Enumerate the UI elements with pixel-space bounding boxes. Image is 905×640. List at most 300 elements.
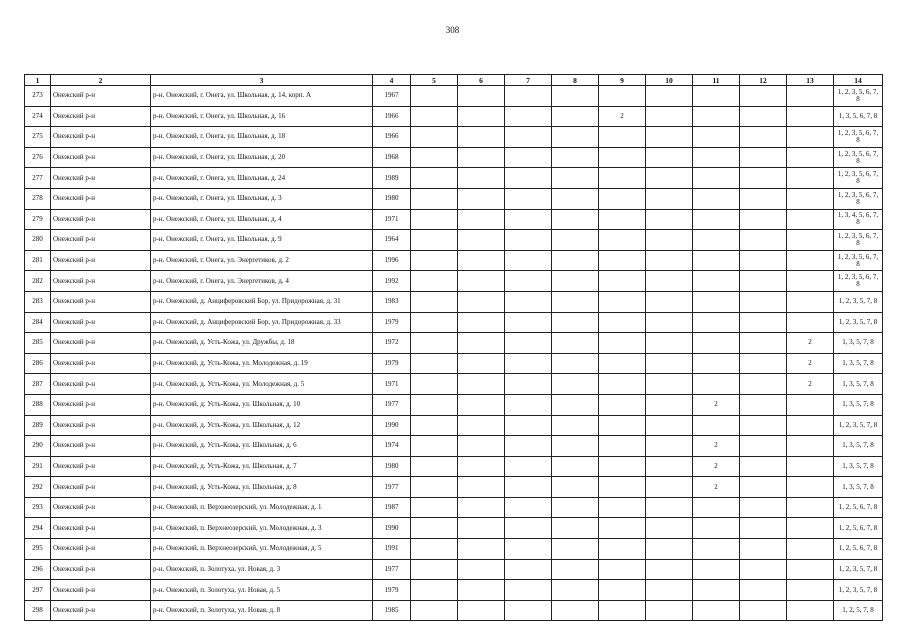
column-6-cell — [458, 518, 505, 539]
column-6-cell — [458, 353, 505, 374]
column-header: 5 — [411, 75, 458, 86]
column-11-cell — [693, 580, 740, 601]
column-13-cell — [787, 539, 834, 560]
year-cell: 1977 — [373, 394, 411, 415]
year-cell: 1979 — [373, 580, 411, 601]
column-5-cell — [411, 168, 458, 189]
table-row — [25, 250, 883, 271]
year-cell: 1983 — [373, 291, 411, 312]
column-13-cell — [787, 168, 834, 189]
address-cell: р-н. Онежский, п. Золотуха, ул. Новая, д. 8 — [151, 600, 373, 621]
address-cell: р-н. Онежский, д. Усть-Кожа, ул. Школьная, д. 10 — [151, 394, 373, 415]
address-cell: р-н. Онежский, п. Верхнеозерский, ул. Молодежная, д. 3 — [151, 518, 373, 539]
column-9-cell — [599, 250, 646, 271]
column-10-cell — [646, 600, 693, 621]
column-9-cell — [599, 188, 646, 209]
address-cell: р-н. Онежский, д. Анциферовский Бор, ул. Придорожная, д. 33 — [151, 312, 373, 333]
column-6-cell — [458, 168, 505, 189]
table-row — [25, 230, 883, 251]
year-cell: 1990 — [373, 518, 411, 539]
table-row — [25, 168, 883, 189]
address-cell: р-н. Онежский, д. Усть-Кожа, ул. Молодежная, д. 5 — [151, 374, 373, 395]
address-cell: р-н. Онежский, п. Верхнеозерский, ул. Молодежная, д. 1 — [151, 497, 373, 518]
column-10-cell — [646, 394, 693, 415]
column-10-cell — [646, 312, 693, 333]
column-8-cell — [552, 106, 599, 127]
address-cell: р-н. Онежский, г. Онега, ул. Школьная, д. 4 — [151, 209, 373, 230]
column-5-cell — [411, 497, 458, 518]
column-12-cell — [740, 497, 787, 518]
column-7-cell — [505, 518, 552, 539]
column-10-cell — [646, 291, 693, 312]
column-6-cell — [458, 415, 505, 436]
column-8-cell — [552, 436, 599, 457]
column-11-cell — [693, 539, 740, 560]
column-12-cell — [740, 127, 787, 148]
column-10-cell — [646, 559, 693, 580]
address-cell: р-н. Онежский, д. Усть-Кожа, ул. Молодежная, д. 19 — [151, 353, 373, 374]
page-number: 308 — [445, 25, 460, 35]
column-14-cell: 1, 3, 5, 7, 8 — [834, 477, 883, 498]
table-row — [25, 291, 883, 312]
row-number-cell: 296 — [25, 559, 51, 580]
row-number-cell: 287 — [25, 374, 51, 395]
column-9-cell — [599, 333, 646, 354]
column-14-cell: 1, 3, 5, 7, 8 — [834, 353, 883, 374]
column-7-cell — [505, 312, 552, 333]
table-row — [25, 188, 883, 209]
year-cell: 1972 — [373, 333, 411, 354]
column-12-cell — [740, 518, 787, 539]
column-13-cell — [787, 127, 834, 148]
column-5-cell — [411, 271, 458, 292]
address-cell: р-н. Онежский, г. Онега, ул. Школьная, д. 9 — [151, 230, 373, 251]
column-11-cell — [693, 188, 740, 209]
column-8-cell — [552, 230, 599, 251]
column-9-cell — [599, 127, 646, 148]
district-cell: Онежский р-н — [51, 168, 151, 189]
column-13-cell — [787, 456, 834, 477]
column-7-cell — [505, 86, 552, 107]
column-13-cell — [787, 394, 834, 415]
district-cell: Онежский р-н — [51, 312, 151, 333]
column-10-cell — [646, 147, 693, 168]
column-10-cell — [646, 374, 693, 395]
district-cell: Онежский р-н — [51, 250, 151, 271]
column-10-cell — [646, 86, 693, 107]
row-number-cell: 275 — [25, 127, 51, 148]
column-12-cell — [740, 415, 787, 436]
column-12-cell — [740, 147, 787, 168]
column-7-cell — [505, 436, 552, 457]
column-5-cell — [411, 436, 458, 457]
column-6-cell — [458, 497, 505, 518]
year-cell: 1964 — [373, 230, 411, 251]
column-14-cell: 1, 2, 5, 7, 8 — [834, 600, 883, 621]
column-8-cell — [552, 271, 599, 292]
column-10-cell — [646, 477, 693, 498]
column-5-cell — [411, 415, 458, 436]
column-11-cell — [693, 497, 740, 518]
column-9-cell — [599, 168, 646, 189]
column-7-cell — [505, 477, 552, 498]
column-5-cell — [411, 106, 458, 127]
column-11-cell — [693, 127, 740, 148]
column-6-cell — [458, 477, 505, 498]
column-11-cell: 2 — [693, 456, 740, 477]
column-8-cell — [552, 168, 599, 189]
address-cell: р-н. Онежский, д. Усть-Кожа, ул. Дружбы, д. 18 — [151, 333, 373, 354]
column-8-cell — [552, 127, 599, 148]
column-header: 3 — [151, 75, 373, 86]
column-7-cell — [505, 415, 552, 436]
column-12-cell — [740, 250, 787, 271]
address-cell: р-н. Онежский, г. Онега, ул. Энергетиков, д. 4 — [151, 271, 373, 292]
table-row — [25, 312, 883, 333]
column-6-cell — [458, 539, 505, 560]
column-10-cell — [646, 106, 693, 127]
column-12-cell — [740, 86, 787, 107]
district-cell: Онежский р-н — [51, 559, 151, 580]
row-number-cell: 288 — [25, 394, 51, 415]
column-7-cell — [505, 394, 552, 415]
row-number-cell: 276 — [25, 147, 51, 168]
district-cell: Онежский р-н — [51, 188, 151, 209]
column-5-cell — [411, 312, 458, 333]
column-7-cell — [505, 230, 552, 251]
column-9-cell — [599, 271, 646, 292]
column-13-cell — [787, 477, 834, 498]
column-8-cell — [552, 539, 599, 560]
column-11-cell — [693, 230, 740, 251]
district-cell: Онежский р-н — [51, 477, 151, 498]
year-cell: 1977 — [373, 477, 411, 498]
column-13-cell — [787, 209, 834, 230]
column-8-cell — [552, 353, 599, 374]
column-14-cell: 1, 3, 5, 6, 7, 8 — [834, 106, 883, 127]
district-cell: Онежский р-н — [51, 333, 151, 354]
column-7-cell — [505, 168, 552, 189]
column-14-cell: 1, 3, 5, 7, 8 — [834, 436, 883, 457]
row-number-cell: 281 — [25, 250, 51, 271]
column-9-cell — [599, 518, 646, 539]
district-cell: Онежский р-н — [51, 86, 151, 107]
column-9-cell — [599, 539, 646, 560]
column-7-cell — [505, 539, 552, 560]
address-cell: р-н. Онежский, п. Золотуха, ул. Новая, д. 3 — [151, 559, 373, 580]
district-cell: Онежский р-н — [51, 374, 151, 395]
column-11-cell: 2 — [693, 436, 740, 457]
column-5-cell — [411, 209, 458, 230]
column-13-cell — [787, 147, 834, 168]
table-row — [25, 353, 883, 374]
column-8-cell — [552, 580, 599, 601]
row-number-cell: 298 — [25, 600, 51, 621]
column-5-cell — [411, 539, 458, 560]
column-5-cell — [411, 86, 458, 107]
column-6-cell — [458, 86, 505, 107]
column-13-cell — [787, 580, 834, 601]
column-11-cell — [693, 518, 740, 539]
column-7-cell — [505, 271, 552, 292]
table-row — [25, 147, 883, 168]
column-13-cell — [787, 250, 834, 271]
year-cell: 1966 — [373, 106, 411, 127]
table-row — [25, 333, 883, 354]
district-cell: Онежский р-н — [51, 497, 151, 518]
column-11-cell — [693, 600, 740, 621]
column-14-cell: 1, 2, 3, 5, 6, 7, 8 — [834, 230, 883, 251]
column-header: 14 — [834, 75, 883, 86]
district-cell: Онежский р-н — [51, 580, 151, 601]
column-6-cell — [458, 580, 505, 601]
column-12-cell — [740, 209, 787, 230]
column-7-cell — [505, 353, 552, 374]
column-11-cell — [693, 168, 740, 189]
column-header: 11 — [693, 75, 740, 86]
table-row — [25, 209, 883, 230]
column-10-cell — [646, 456, 693, 477]
column-13-cell — [787, 312, 834, 333]
district-cell: Онежский р-н — [51, 436, 151, 457]
table-row — [25, 106, 883, 127]
row-number-cell: 295 — [25, 539, 51, 560]
column-13-cell — [787, 291, 834, 312]
column-7-cell — [505, 580, 552, 601]
column-14-cell: 1, 3, 5, 7, 8 — [834, 374, 883, 395]
column-9-cell — [599, 477, 646, 498]
column-9-cell — [599, 230, 646, 251]
column-7-cell — [505, 106, 552, 127]
column-13-cell: 2 — [787, 333, 834, 354]
column-header: 7 — [505, 75, 552, 86]
column-14-cell: 1, 2, 3, 5, 7, 8 — [834, 415, 883, 436]
column-9-cell — [599, 394, 646, 415]
column-10-cell — [646, 415, 693, 436]
column-11-cell — [693, 147, 740, 168]
column-8-cell — [552, 456, 599, 477]
column-5-cell — [411, 580, 458, 601]
column-11-cell — [693, 353, 740, 374]
column-13-cell — [787, 415, 834, 436]
column-14-cell: 1, 2, 5, 6, 7, 8 — [834, 518, 883, 539]
address-cell: р-н. Онежский, д. Усть-Кожа, ул. Школьная, д. 7 — [151, 456, 373, 477]
column-8-cell — [552, 312, 599, 333]
column-6-cell — [458, 291, 505, 312]
column-8-cell — [552, 559, 599, 580]
column-14-cell: 1, 3, 4, 5, 6, 7, 8 — [834, 209, 883, 230]
row-number-cell: 280 — [25, 230, 51, 251]
column-11-cell — [693, 291, 740, 312]
column-11-cell — [693, 312, 740, 333]
address-cell: р-н. Онежский, д. Усть-Кожа, ул. Школьная, д. 12 — [151, 415, 373, 436]
row-number-cell: 282 — [25, 271, 51, 292]
year-cell: 1989 — [373, 168, 411, 189]
column-6-cell — [458, 456, 505, 477]
column-14-cell: 1, 2, 3, 5, 6, 7, 8 — [834, 127, 883, 148]
column-12-cell — [740, 168, 787, 189]
column-11-cell — [693, 250, 740, 271]
column-12-cell — [740, 539, 787, 560]
column-5-cell — [411, 353, 458, 374]
column-header: 8 — [552, 75, 599, 86]
address-cell: р-н. Онежский, г. Онега, ул. Школьная, д. 14, корп. А — [151, 86, 373, 107]
column-9-cell — [599, 497, 646, 518]
column-header: 6 — [458, 75, 505, 86]
column-12-cell — [740, 106, 787, 127]
column-11-cell — [693, 415, 740, 436]
column-8-cell — [552, 394, 599, 415]
column-7-cell — [505, 497, 552, 518]
address-cell: р-н. Онежский, п. Золотуха, ул. Новая, д. 5 — [151, 580, 373, 601]
row-number-cell: 290 — [25, 436, 51, 457]
column-6-cell — [458, 374, 505, 395]
row-number-cell: 291 — [25, 456, 51, 477]
table-row — [25, 415, 883, 436]
column-header: 2 — [51, 75, 151, 86]
column-11-cell — [693, 209, 740, 230]
column-header: 9 — [599, 75, 646, 86]
column-9-cell — [599, 147, 646, 168]
column-8-cell — [552, 147, 599, 168]
year-cell: 1990 — [373, 415, 411, 436]
column-8-cell — [552, 209, 599, 230]
table-row — [25, 497, 883, 518]
column-11-cell: 2 — [693, 394, 740, 415]
column-11-cell — [693, 559, 740, 580]
column-12-cell — [740, 312, 787, 333]
column-7-cell — [505, 600, 552, 621]
column-9-cell — [599, 600, 646, 621]
table-row — [25, 477, 883, 498]
column-7-cell — [505, 188, 552, 209]
column-6-cell — [458, 209, 505, 230]
column-8-cell — [552, 415, 599, 436]
column-12-cell — [740, 291, 787, 312]
column-7-cell — [505, 147, 552, 168]
year-cell: 1974 — [373, 436, 411, 457]
column-10-cell — [646, 353, 693, 374]
column-6-cell — [458, 188, 505, 209]
row-number-cell: 274 — [25, 106, 51, 127]
column-14-cell: 1, 2, 5, 6, 7, 8 — [834, 539, 883, 560]
column-7-cell — [505, 456, 552, 477]
row-number-cell: 278 — [25, 188, 51, 209]
row-number-cell: 277 — [25, 168, 51, 189]
column-10-cell — [646, 518, 693, 539]
column-12-cell — [740, 477, 787, 498]
column-13-cell — [787, 497, 834, 518]
column-10-cell — [646, 271, 693, 292]
column-13-cell — [787, 188, 834, 209]
column-5-cell — [411, 477, 458, 498]
year-cell: 1979 — [373, 312, 411, 333]
address-cell: р-н. Онежский, д. Усть-Кожа, ул. Школьная, д. 6 — [151, 436, 373, 457]
column-7-cell — [505, 209, 552, 230]
column-10-cell — [646, 580, 693, 601]
table-row — [25, 559, 883, 580]
column-10-cell — [646, 250, 693, 271]
table-header-row — [25, 75, 883, 86]
row-number-cell: 293 — [25, 497, 51, 518]
column-9-cell — [599, 374, 646, 395]
column-7-cell — [505, 333, 552, 354]
column-9-cell — [599, 312, 646, 333]
column-10-cell — [646, 168, 693, 189]
column-13-cell — [787, 86, 834, 107]
column-14-cell: 1, 2, 3, 5, 7, 8 — [834, 312, 883, 333]
row-number-cell: 294 — [25, 518, 51, 539]
district-cell: Онежский р-н — [51, 127, 151, 148]
column-14-cell: 1, 2, 3, 5, 6, 7, 8 — [834, 147, 883, 168]
table-row — [25, 518, 883, 539]
column-5-cell — [411, 230, 458, 251]
district-cell: Онежский р-н — [51, 600, 151, 621]
column-12-cell — [740, 600, 787, 621]
column-14-cell: 1, 3, 5, 7, 8 — [834, 456, 883, 477]
column-9-cell — [599, 291, 646, 312]
column-14-cell: 1, 2, 5, 6, 7, 8 — [834, 497, 883, 518]
column-7-cell — [505, 250, 552, 271]
district-cell: Онежский р-н — [51, 209, 151, 230]
housing-register-table — [24, 74, 883, 621]
column-11-cell — [693, 271, 740, 292]
column-14-cell: 1, 3, 5, 7, 8 — [834, 333, 883, 354]
column-14-cell: 1, 2, 3, 5, 7, 8 — [834, 580, 883, 601]
column-13-cell: 2 — [787, 353, 834, 374]
column-8-cell — [552, 600, 599, 621]
column-8-cell — [552, 86, 599, 107]
column-8-cell — [552, 374, 599, 395]
column-9-cell — [599, 353, 646, 374]
column-12-cell — [740, 333, 787, 354]
column-6-cell — [458, 436, 505, 457]
column-14-cell: 1, 2, 3, 5, 6, 7, 8 — [834, 86, 883, 107]
year-cell: 1987 — [373, 497, 411, 518]
district-cell: Онежский р-н — [51, 518, 151, 539]
column-6-cell — [458, 559, 505, 580]
row-number-cell: 285 — [25, 333, 51, 354]
row-number-cell: 273 — [25, 86, 51, 107]
column-14-cell: 1, 2, 3, 5, 7, 8 — [834, 291, 883, 312]
row-number-cell: 284 — [25, 312, 51, 333]
column-12-cell — [740, 374, 787, 395]
year-cell: 1992 — [373, 271, 411, 292]
column-9-cell — [599, 436, 646, 457]
district-cell: Онежский р-н — [51, 271, 151, 292]
column-6-cell — [458, 106, 505, 127]
column-11-cell — [693, 86, 740, 107]
column-5-cell — [411, 291, 458, 312]
row-number-cell: 297 — [25, 580, 51, 601]
column-12-cell — [740, 188, 787, 209]
column-9-cell — [599, 456, 646, 477]
district-cell: Онежский р-н — [51, 291, 151, 312]
district-cell: Онежский р-н — [51, 353, 151, 374]
year-cell: 1971 — [373, 209, 411, 230]
column-6-cell — [458, 312, 505, 333]
column-12-cell — [740, 559, 787, 580]
column-8-cell — [552, 188, 599, 209]
table-row — [25, 580, 883, 601]
column-13-cell — [787, 271, 834, 292]
address-cell: р-н. Онежский, д. Анциферовский Бор, ул. Придорожная, д. 31 — [151, 291, 373, 312]
column-5-cell — [411, 600, 458, 621]
column-9-cell: 2 — [599, 106, 646, 127]
table-row — [25, 456, 883, 477]
district-cell: Онежский р-н — [51, 147, 151, 168]
column-14-cell: 1, 2, 3, 5, 6, 7, 8 — [834, 250, 883, 271]
